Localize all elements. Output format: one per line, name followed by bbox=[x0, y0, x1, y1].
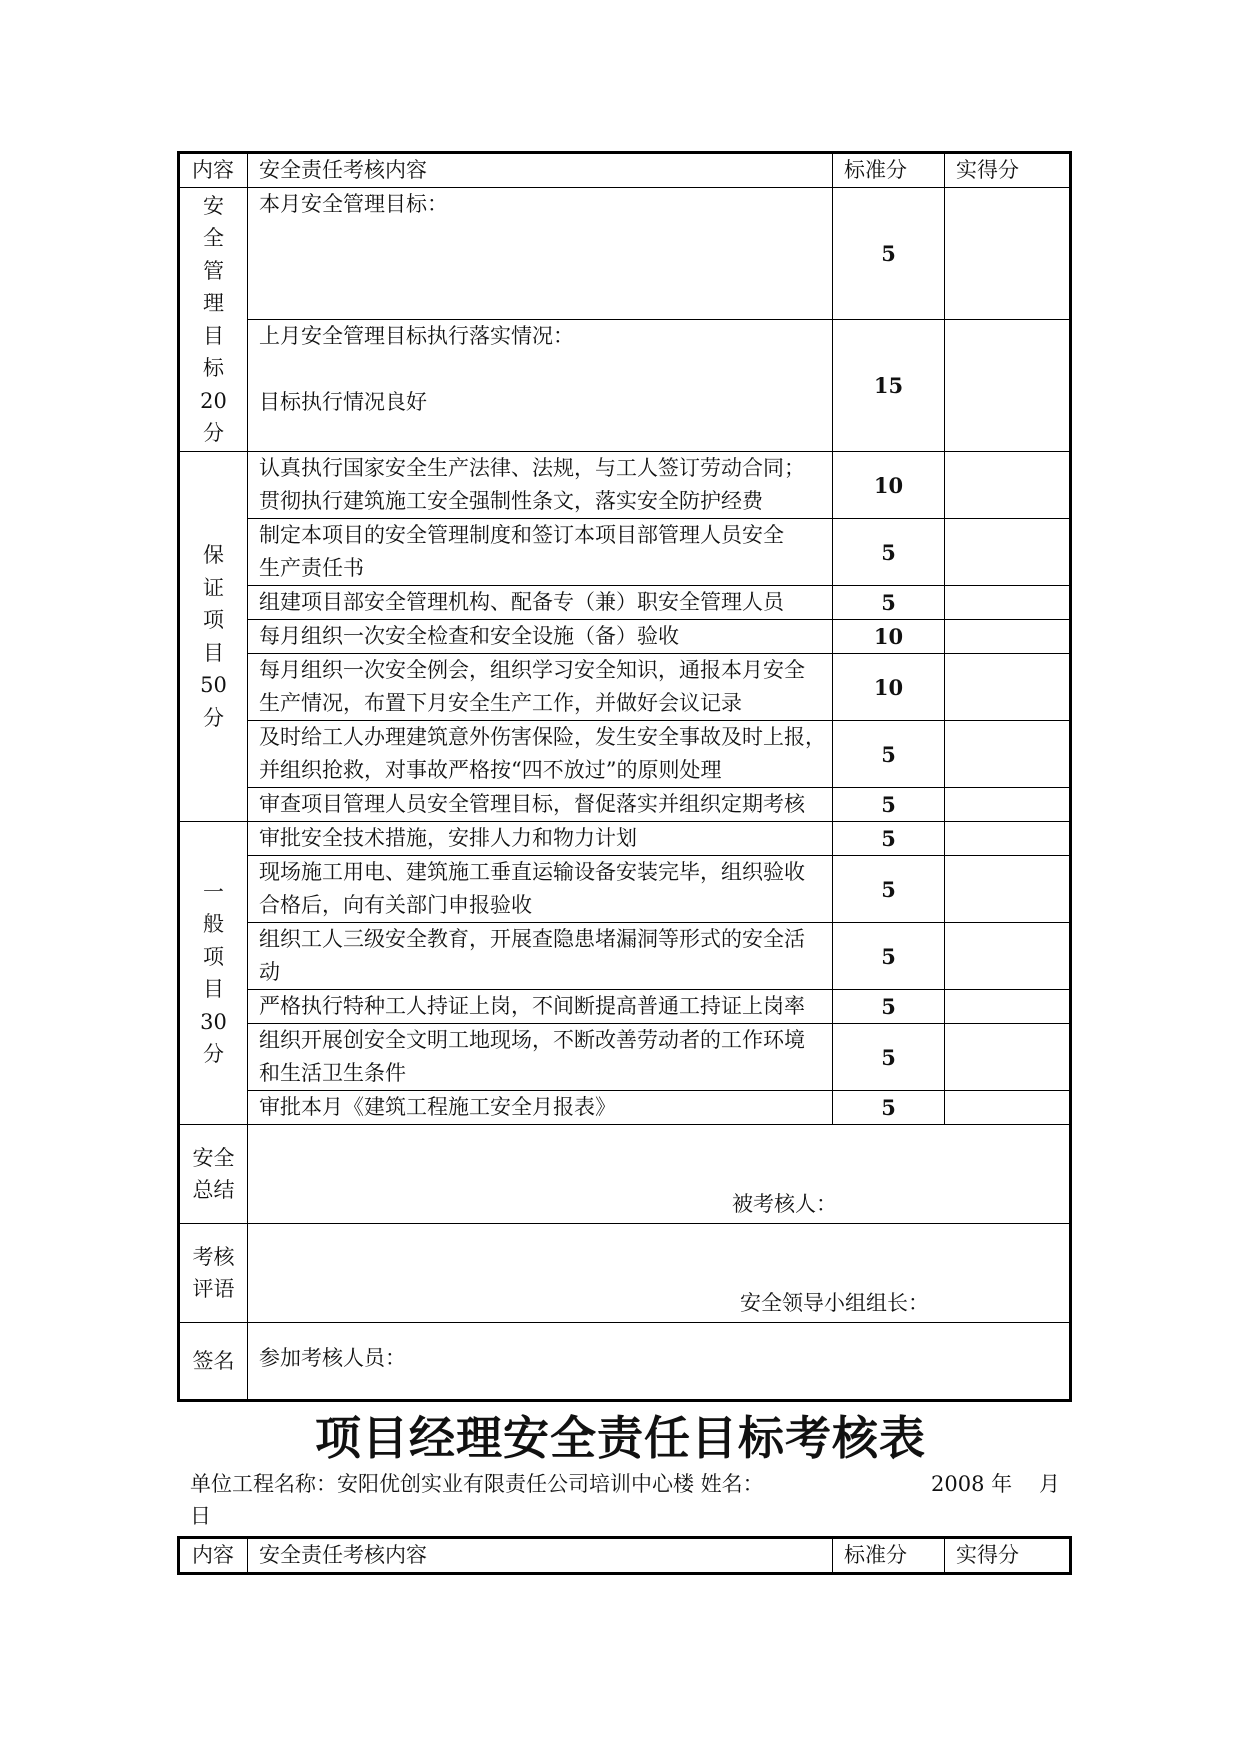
item-text: 及时给工人办理建筑意外伤害保险，发生安全事故及时上报， 并组织抢救，对事故严格按“四不放过”的原则处理 bbox=[248, 721, 833, 788]
standard-score: 5 bbox=[833, 990, 945, 1024]
table-row bbox=[179, 320, 1071, 452]
actual-score-cell[interactable] bbox=[945, 923, 1071, 990]
participants-label: 参加考核人员： bbox=[259, 1346, 406, 1370]
header-content: 内容 bbox=[179, 153, 248, 188]
standard-score: 10 bbox=[833, 620, 945, 654]
table-row bbox=[179, 856, 1071, 923]
actual-score-cell[interactable] bbox=[945, 1091, 1071, 1125]
item-text: 本月安全管理目标： bbox=[248, 188, 833, 320]
table-row bbox=[179, 1091, 1071, 1125]
year-label: 2008 年 bbox=[931, 1472, 1013, 1496]
item-text: 审批本月《建筑工程施工安全月报表》 bbox=[248, 1091, 833, 1125]
item-text: 制定本项目的安全管理制度和签订本项目部管理人员安全 生产责任书 bbox=[248, 519, 833, 586]
summary-label: 安全 总结 bbox=[179, 1125, 248, 1224]
standard-score: 5 bbox=[833, 188, 945, 320]
actual-score-cell[interactable] bbox=[945, 856, 1071, 923]
table-header-row bbox=[179, 153, 1071, 188]
standard-score: 5 bbox=[833, 788, 945, 822]
category-safety-goals: 安 全 管 理 目 标 20 分 bbox=[179, 188, 248, 452]
unit-info bbox=[190, 1468, 1060, 1528]
unit-name-line: 单位工程名称：安阳优创实业有限责任公司培训中心楼 姓名： bbox=[190, 1472, 764, 1496]
standard-score: 5 bbox=[833, 923, 945, 990]
item-text: 每月组织一次安全例会，组织学习安全知识，通报本月安全 生产情况，布置下月安全生产工作，并做好会议记录 bbox=[248, 654, 833, 721]
category-general-items: 一 般 项 目 30 分 bbox=[179, 822, 248, 1125]
review-box[interactable] bbox=[248, 1224, 1071, 1323]
header-standard: 标准分 bbox=[833, 153, 945, 188]
item-text: 认真执行国家安全生产法律、法规，与工人签订劳动合同； 贯彻执行建筑施工安全强制性条文，落实安全防护经费 bbox=[248, 452, 833, 519]
item-text: 组织工人三级安全教育，开展查隐患堵漏洞等形式的安全活 动 bbox=[248, 923, 833, 990]
standard-score: 10 bbox=[833, 452, 945, 519]
standard-score: 5 bbox=[833, 822, 945, 856]
item-text: 审批安全技术措施，安排人力和物力计划 bbox=[248, 822, 833, 856]
signature-row bbox=[179, 1323, 1071, 1401]
header-actual: 实得分 bbox=[945, 153, 1071, 188]
header-standard: 标准分 bbox=[833, 1538, 945, 1574]
review-row bbox=[179, 1224, 1071, 1323]
category-guarantee-items: 保 证 项 目 50 分 bbox=[179, 452, 248, 822]
table-row bbox=[179, 1024, 1071, 1091]
standard-score: 5 bbox=[833, 856, 945, 923]
day-label: 日 bbox=[190, 1504, 211, 1528]
actual-score-cell[interactable] bbox=[945, 620, 1071, 654]
table-header-row bbox=[179, 1538, 1071, 1574]
summary-box[interactable] bbox=[248, 1125, 1071, 1224]
actual-score-cell[interactable] bbox=[945, 721, 1071, 788]
review-label: 考核 评语 bbox=[179, 1224, 248, 1323]
standard-score: 5 bbox=[833, 721, 945, 788]
standard-score: 5 bbox=[833, 519, 945, 586]
standard-score: 5 bbox=[833, 1091, 945, 1125]
item-text: 每月组织一次安全检查和安全设施（备）验收 bbox=[248, 620, 833, 654]
header-item: 安全责任考核内容 bbox=[248, 153, 833, 188]
table-row bbox=[179, 452, 1071, 519]
standard-score: 10 bbox=[833, 654, 945, 721]
assessee-label: 被考核人： bbox=[732, 1192, 837, 1216]
second-table-header bbox=[177, 1536, 1072, 1575]
item-text: 审查项目管理人员安全管理目标，督促落实并组织定期考核 bbox=[248, 788, 833, 822]
standard-score: 5 bbox=[833, 1024, 945, 1091]
table-row bbox=[179, 788, 1071, 822]
standard-score: 15 bbox=[833, 320, 945, 452]
table-row bbox=[179, 519, 1071, 586]
table-row bbox=[179, 586, 1071, 620]
actual-score-cell[interactable] bbox=[945, 452, 1071, 519]
group-leader-label: 安全领导小组组长： bbox=[740, 1291, 929, 1315]
actual-score-cell[interactable] bbox=[945, 822, 1071, 856]
item-text: 组建项目部安全管理机构、配备专（兼）职安全管理人员 bbox=[248, 586, 833, 620]
form-title: 项目经理安全责任目标考核表 bbox=[315, 1411, 926, 1465]
header-content: 内容 bbox=[179, 1538, 248, 1574]
table-row bbox=[179, 654, 1071, 721]
actual-score-cell[interactable] bbox=[945, 990, 1071, 1024]
table-row bbox=[179, 822, 1071, 856]
actual-score-cell[interactable] bbox=[945, 654, 1071, 721]
actual-score-cell[interactable] bbox=[945, 519, 1071, 586]
standard-score: 5 bbox=[833, 586, 945, 620]
signature-label: 签名 bbox=[179, 1323, 248, 1401]
assessment-table bbox=[177, 151, 1072, 1402]
item-text: 上月安全管理目标执行落实情况： 目标执行情况良好 bbox=[248, 320, 833, 452]
table-row bbox=[179, 721, 1071, 788]
header-actual: 实得分 bbox=[945, 1538, 1071, 1574]
summary-row bbox=[179, 1125, 1071, 1224]
table-row bbox=[179, 620, 1071, 654]
header-item: 安全责任考核内容 bbox=[248, 1538, 833, 1574]
signature-box[interactable] bbox=[248, 1323, 1071, 1401]
actual-score-cell[interactable] bbox=[945, 1024, 1071, 1091]
month-label: 月 bbox=[1039, 1472, 1060, 1496]
item-text: 严格执行特种工人持证上岗，不间断提高普通工持证上岗率 bbox=[248, 990, 833, 1024]
item-text: 现场施工用电、建筑施工垂直运输设备安装完毕，组织验收 合格后，向有关部门申报验收 bbox=[248, 856, 833, 923]
actual-score-cell[interactable] bbox=[945, 586, 1071, 620]
actual-score-cell[interactable] bbox=[945, 788, 1071, 822]
item-text: 组织开展创安全文明工地现场，不断改善劳动者的工作环境 和生活卫生条件 bbox=[248, 1024, 833, 1091]
table-row bbox=[179, 188, 1071, 320]
table-row bbox=[179, 990, 1071, 1024]
table-row bbox=[179, 923, 1071, 990]
actual-score-cell[interactable] bbox=[945, 188, 1071, 320]
actual-score-cell[interactable] bbox=[945, 320, 1071, 452]
